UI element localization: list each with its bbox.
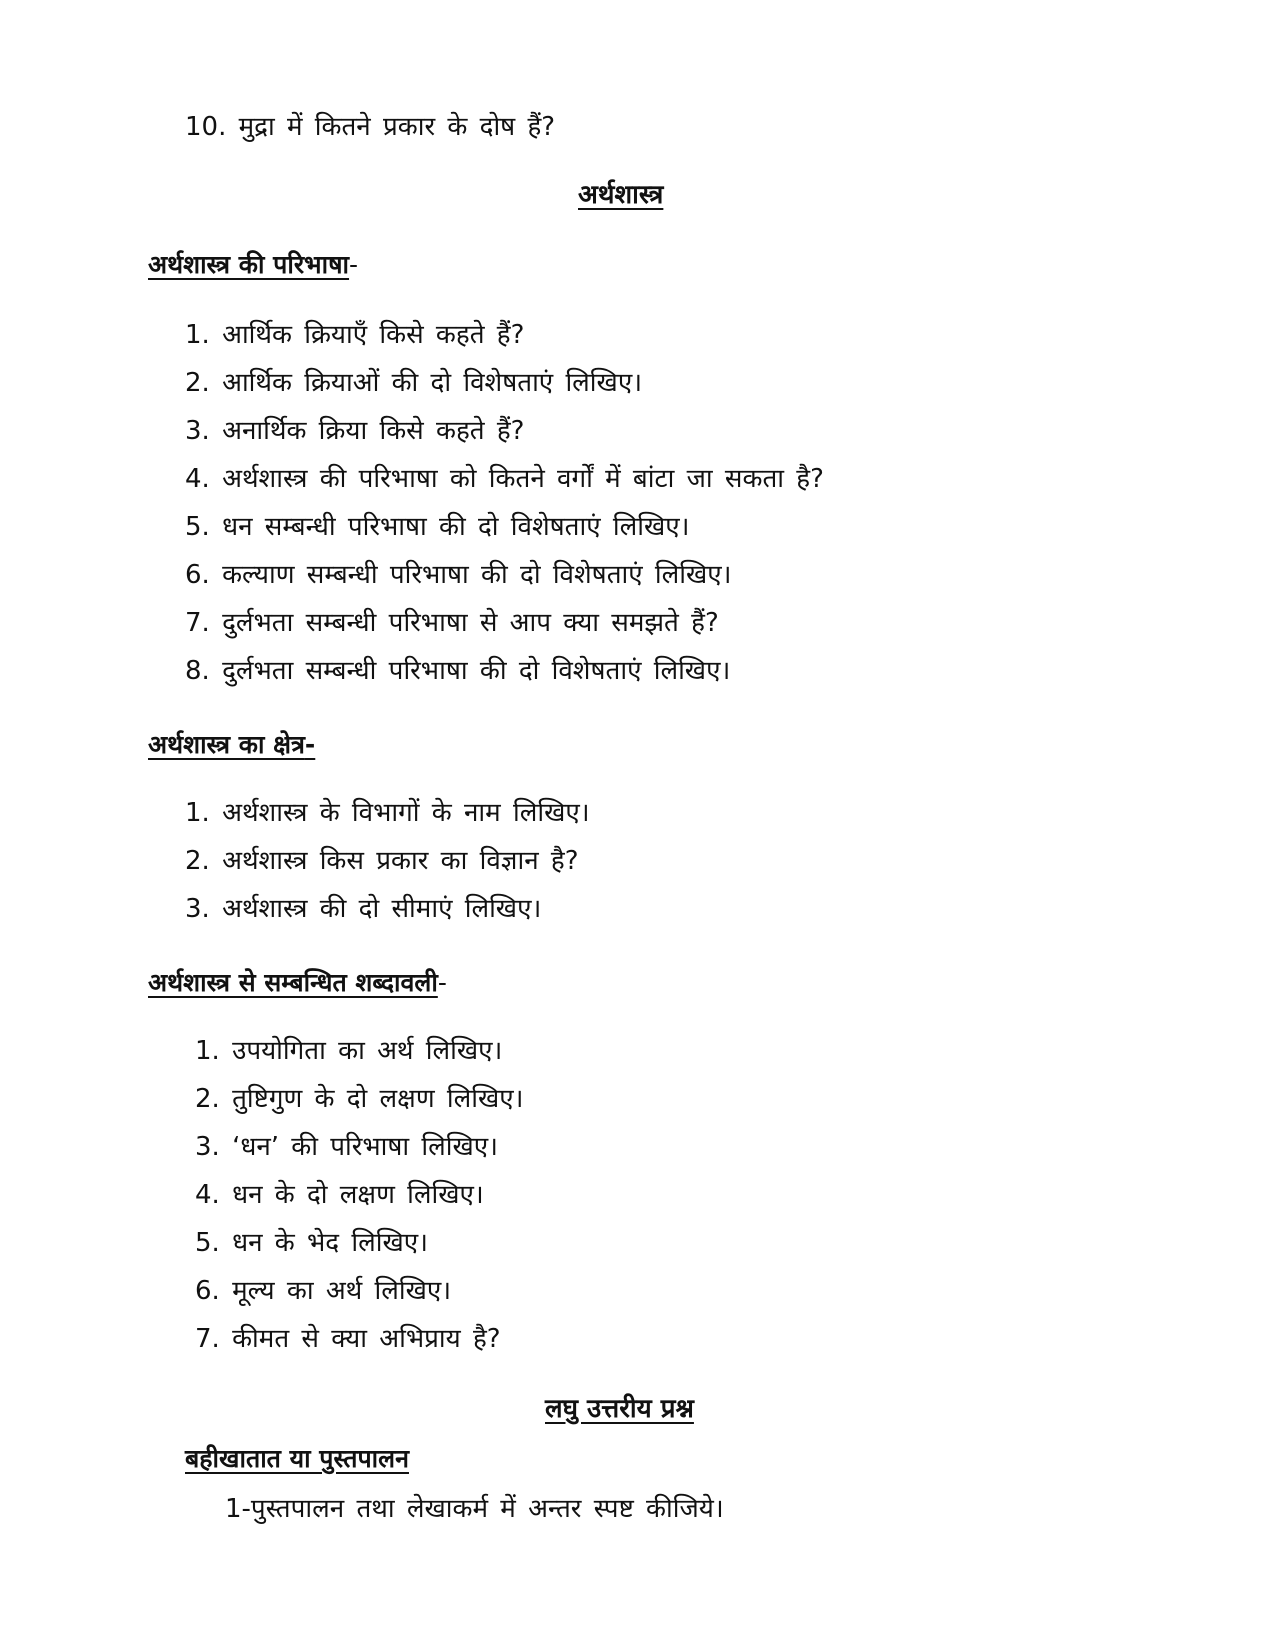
item-number: 5. xyxy=(185,512,210,542)
item-text: उपयोगिता का अर्थ लिखिए। xyxy=(232,1036,503,1066)
item-text: धन सम्बन्धी परिभाषा की दो विशेषताएं लिखिए। xyxy=(222,512,690,542)
list-item xyxy=(185,510,689,544)
list-item xyxy=(185,366,642,400)
item-text: आर्थिक क्रियाओं की दो विशेषताएं लिखिए। xyxy=(222,368,643,398)
item-number: 6. xyxy=(195,1276,220,1306)
short-answer-heading: लघु उत्तरीय प्रश्न xyxy=(545,1394,694,1424)
item-text: अनार्थिक क्रिया किसे कहते हैं? xyxy=(222,416,525,446)
question-number: 10. xyxy=(185,112,227,142)
list-item xyxy=(185,654,730,688)
section-heading-dash: - xyxy=(437,968,447,997)
section-heading-dash: - xyxy=(304,730,316,759)
item-text: आर्थिक क्रियाएँ किसे कहते हैं? xyxy=(222,320,525,350)
item-text: अर्थशास्त्र की दो सीमाएं लिखिए। xyxy=(222,894,542,924)
question-item xyxy=(185,110,555,144)
item-number: 2. xyxy=(195,1084,220,1114)
item-number: 3. xyxy=(185,894,210,924)
list-item xyxy=(185,558,732,592)
item-number: 5. xyxy=(195,1228,220,1258)
item-text: धन के भेद लिखिए। xyxy=(232,1228,428,1258)
list-item xyxy=(195,1226,428,1260)
item-number: 7. xyxy=(185,608,210,638)
bookkeeping-heading xyxy=(185,1442,409,1476)
item-text: दुर्लभता सम्बन्धी परिभाषा की दो विशेषताएं लिखिए। xyxy=(222,656,731,686)
item-number: 1. xyxy=(185,798,210,828)
item-number: 4. xyxy=(185,464,210,494)
section-heading xyxy=(148,966,447,1000)
list-item xyxy=(185,892,541,926)
main-heading: अर्थशास्त्र xyxy=(578,180,664,210)
question-text: मुद्रा में कितने प्रकार के दोष हैं? xyxy=(238,112,556,142)
section-heading xyxy=(148,248,358,282)
list-item xyxy=(185,414,524,448)
item-text: अर्थशास्त्र के विभागों के नाम लिखिए। xyxy=(222,798,590,828)
section-heading xyxy=(148,728,315,762)
item-text: अर्थशास्त्र किस प्रकार का विज्ञान है? xyxy=(222,846,579,876)
item-number: 8. xyxy=(185,656,210,686)
item-number: 2. xyxy=(185,368,210,398)
item-number: 4. xyxy=(195,1180,220,1210)
item-text: धन के दो लक्षण लिखिए। xyxy=(232,1180,484,1210)
item-text: कल्याण सम्बन्धी परिभाषा की दो विशेषताएं लिखिए। xyxy=(222,560,732,590)
list-item xyxy=(185,796,590,830)
list-item xyxy=(195,1274,451,1308)
item-number: 6. xyxy=(185,560,210,590)
list-item xyxy=(195,1034,502,1068)
item-text: दुर्लभता सम्बन्धी परिभाषा से आप क्या समझते हैं? xyxy=(222,608,719,638)
list-item xyxy=(185,606,719,640)
item-number: 3. xyxy=(185,416,210,446)
item-number: 2. xyxy=(185,846,210,876)
item-text: अर्थशास्त्र की परिभाषा को कितने वर्गों में बांटा जा सकता है? xyxy=(222,464,824,494)
list-item xyxy=(195,1322,501,1356)
list-item xyxy=(185,318,524,352)
item-number: 1. xyxy=(195,1036,220,1066)
item-number: 1. xyxy=(185,320,210,350)
bookkeeping-question: 1-पुस्तपालन तथा लेखाकर्म में अन्तर स्पष्ट कीजिये। xyxy=(225,1494,724,1524)
item-text: ‘धन’ की परिभाषा लिखिए। xyxy=(232,1132,499,1162)
bookkeeping-heading-text: बहीखातात या पुस्तपालन xyxy=(185,1444,409,1473)
list-item xyxy=(185,462,824,496)
item-text: कीमत से क्या अभिप्राय है? xyxy=(232,1324,501,1354)
item-number: 3. xyxy=(195,1132,220,1162)
list-item xyxy=(195,1178,484,1212)
section-heading-text: अर्थशास्त्र का क्षेत्र xyxy=(148,730,305,759)
item-text: तुष्टिगुण के दो लक्षण लिखिए। xyxy=(232,1084,524,1114)
item-number: 7. xyxy=(195,1324,220,1354)
list-item xyxy=(195,1130,498,1164)
list-item xyxy=(195,1082,523,1116)
item-text: मूल्य का अर्थ लिखिए। xyxy=(232,1276,452,1306)
section-heading-dash: - xyxy=(349,250,359,279)
list-item xyxy=(185,844,579,878)
section-heading-text: अर्थशास्त्र से सम्बन्धित शब्दावली xyxy=(148,968,438,997)
section-heading-text: अर्थशास्त्र की परिभाषा xyxy=(148,250,350,279)
